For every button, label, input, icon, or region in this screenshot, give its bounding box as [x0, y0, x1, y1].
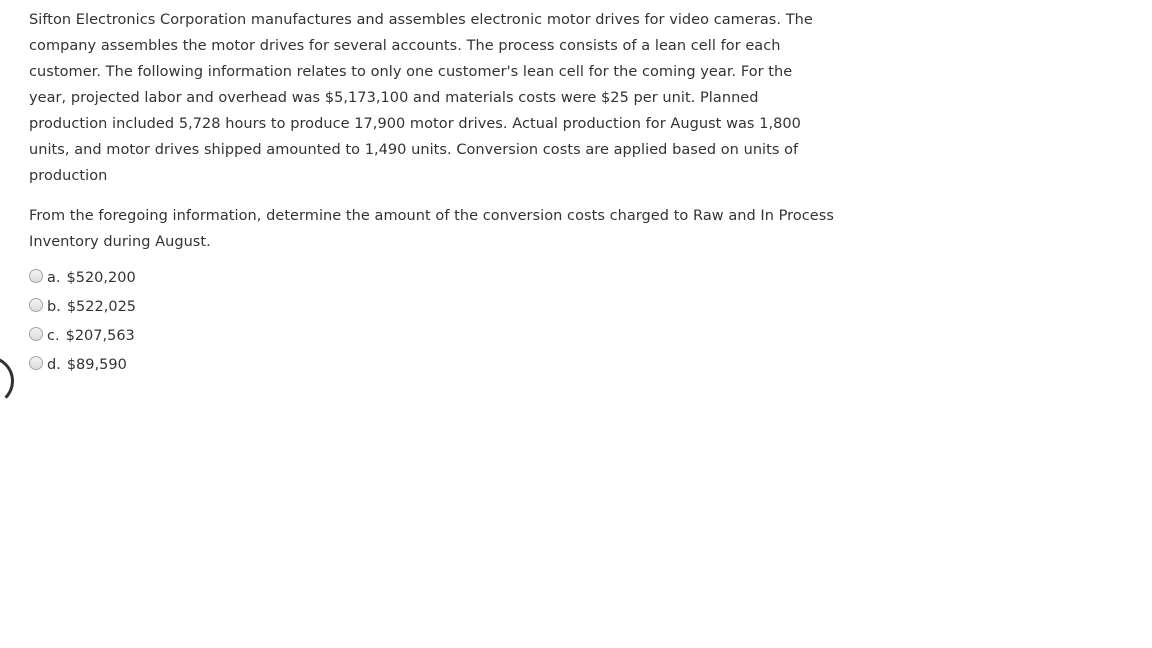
option-a-text: $520,200: [66, 269, 136, 286]
radio-button-b[interactable]: [29, 298, 43, 312]
loading-spinner-icon: [0, 356, 14, 406]
question-block: [29, 7, 834, 379]
option-d[interactable]: [29, 350, 834, 379]
option-c[interactable]: [29, 321, 834, 350]
option-d-letter: d.: [47, 356, 61, 373]
radio-button-c[interactable]: [29, 327, 43, 341]
radio-button-a[interactable]: [29, 269, 43, 283]
option-d-text: $89,590: [66, 356, 127, 373]
option-c-text: $207,563: [65, 327, 135, 344]
option-a-letter: a.: [47, 269, 61, 286]
option-b-text: $522,025: [66, 298, 137, 315]
option-a[interactable]: [29, 263, 834, 292]
question-prompt: From the foregoing information, determine the amount of the conversion costs charged to Raw and In Process Inventory during August.: [29, 208, 834, 250]
question-context: Sifton Electronics Corporation manufactures and assembles electronic motor drives for video cameras. The company assembles the motor drives for several accounts. The process consists of a lean cell for each customer. The following information relates to only one customer's lean cell for the coming year. For the year, projected labor and overhead was $5,173,100 and materials costs were $25 per unit. Planned production included 5,728 hours to produce 17,900 motor drives. Actual production for August was 1,800 units, and motor drives shipped amounted to 1,490 units. Conversion costs are applied based on units of production: [29, 12, 813, 184]
option-b-letter: b.: [47, 298, 61, 315]
option-c-letter: c.: [47, 327, 60, 344]
radio-button-d[interactable]: [29, 356, 43, 370]
answer-options: [29, 263, 834, 379]
option-b[interactable]: [29, 292, 834, 321]
